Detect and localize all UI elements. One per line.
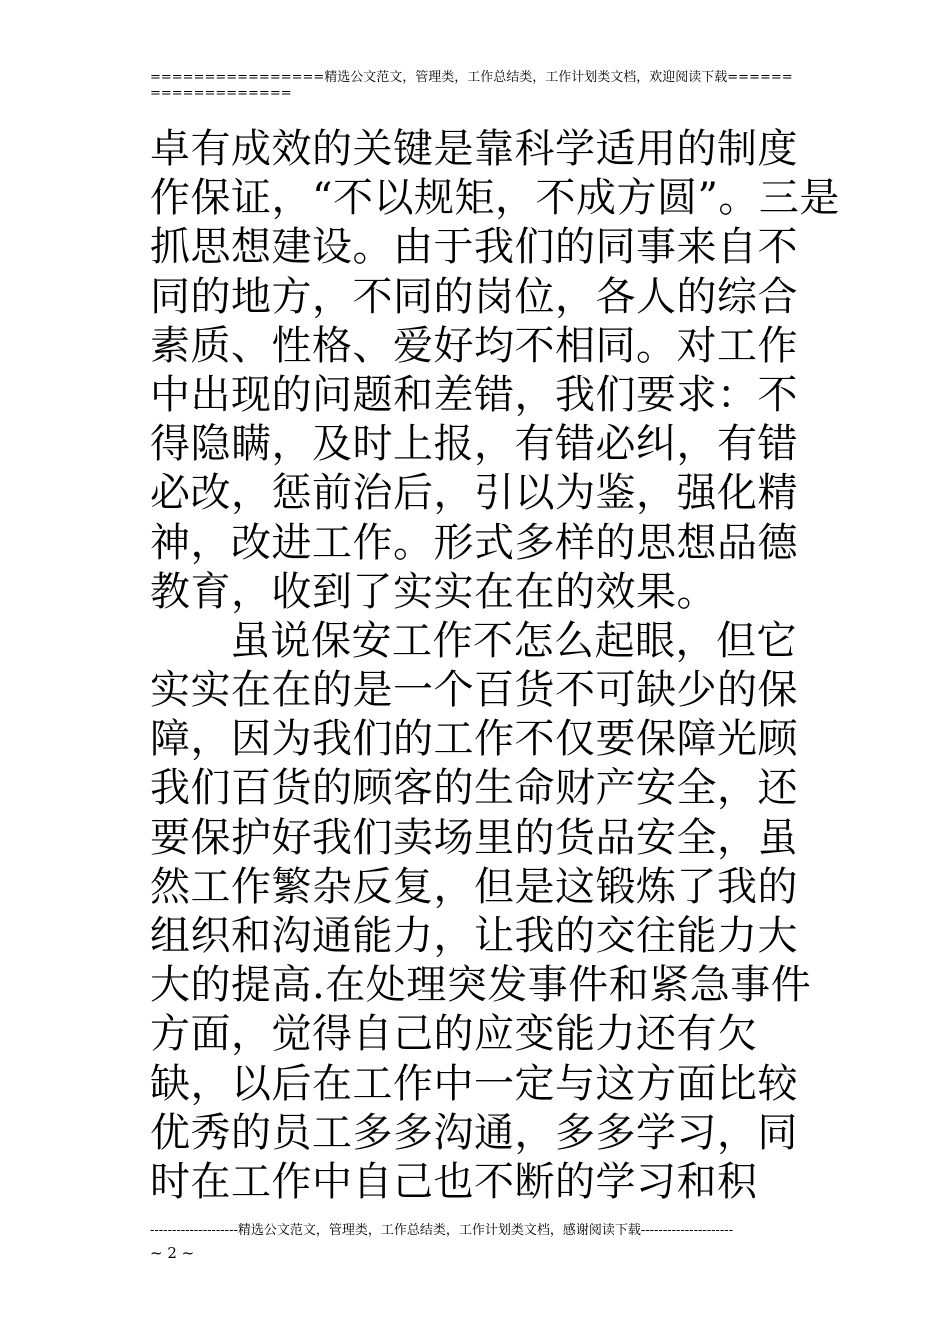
- body-line: 必改，惩前治后，引以为鉴，强化精: [150, 470, 798, 517]
- body-line: 组织和沟通能力，让我的交往能力大: [150, 913, 798, 959]
- body-line: 卓有成效的关键是靠科学适用的制度: [150, 126, 798, 172]
- body-line: 同的地方，不同的岗位，各人的综合: [150, 273, 798, 320]
- body-line: 障，因为我们的工作不仅要保障光顾: [150, 716, 798, 763]
- body-line: 要保护好我们卖场里的货品安全，虽: [150, 814, 798, 861]
- body-line: 素质、性格、爱好均不相同。对工作: [150, 322, 798, 369]
- body-line: 中出现的问题和差错，我们要求：不: [150, 371, 798, 418]
- body-line: 方面，觉得自己的应变能力还有欠: [150, 1011, 758, 1058]
- body-line: 得隐瞒，及时上报，有错必纠，有错: [150, 421, 798, 468]
- page-header: ================精选公文范文，管理类，工作总结类，工作计划类文档，欢迎阅读下载===================: [150, 70, 793, 101]
- body-line: 缺，以后在工作中一定与这方面比较: [150, 1060, 798, 1107]
- body-line: 教育，收到了实实在在的效果。: [150, 568, 717, 615]
- body-line: 我们百货的顾客的生命财产安全，还: [150, 765, 798, 812]
- body-line: 作保证，“不以规矩，不成方圆”。三是: [150, 175, 840, 222]
- page-number: ~ 2 ~: [150, 1244, 195, 1262]
- page-footer: --------------------精选公文范文，管理类，工作总结类，工作计划类文档，感谢阅读下载---------------------: [150, 1223, 734, 1238]
- body-line: 时在工作中自己也不断的学习和积: [150, 1158, 758, 1205]
- body-line: 实实在在的是一个百货不可缺少的保: [150, 667, 798, 714]
- body-line: 神，改进工作。形式多样的思想品德: [150, 519, 798, 566]
- paragraph-start-line: 虽说保安工作不怎么起眼，但它: [230, 617, 797, 664]
- body-line: 然工作繁杂反复，但是这锻炼了我的: [150, 863, 798, 910]
- body-line: 抓思想建设。由于我们的同事来自不: [150, 224, 798, 271]
- body-line: 大的提高.在处理突发事件和紧急事件: [150, 962, 812, 1009]
- body-text: [150, 125, 840, 1207]
- body-line: 优秀的员工多多沟通，多多学习，同: [150, 1109, 798, 1156]
